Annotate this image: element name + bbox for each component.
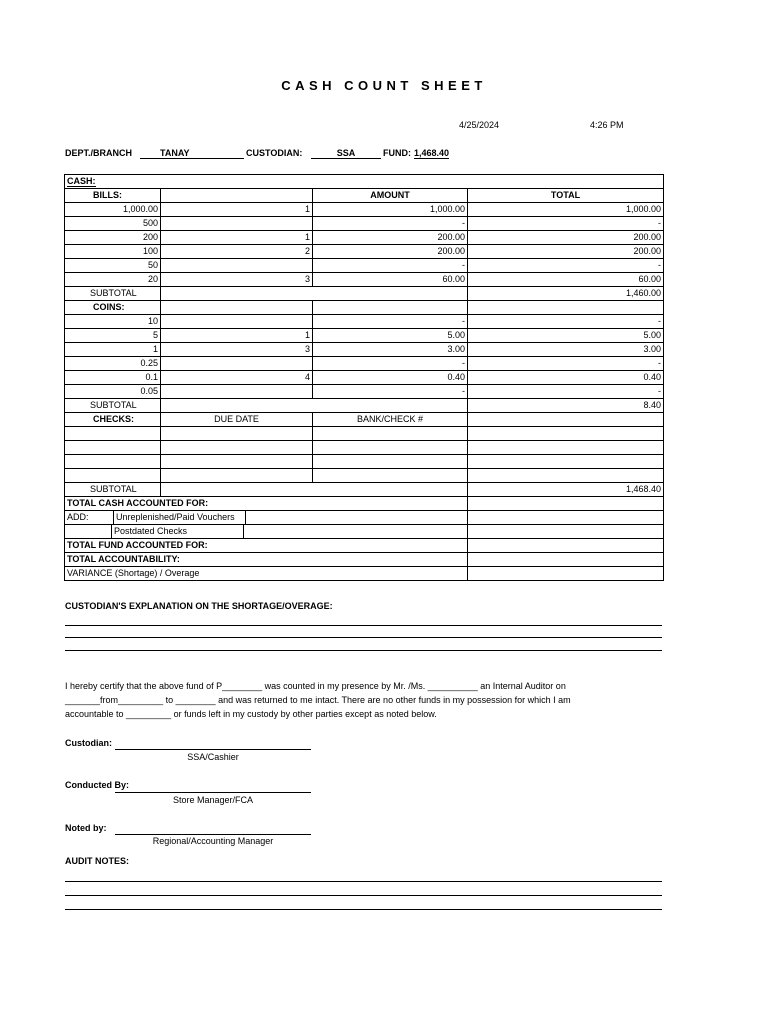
add-label: ADD:: [65, 511, 114, 524]
total-fund-label: TOTAL FUND ACCOUNTED FOR:: [65, 539, 468, 553]
table-row: [65, 469, 664, 483]
explanation-label: CUSTODIAN'S EXPLANATION ON THE SHORTAGE/OVERAGE:: [65, 601, 333, 611]
coins-subtotal-value: 8.40: [468, 399, 664, 413]
table-row: 0.05 - -: [65, 385, 664, 399]
bank-check-header: BANK/CHECK #: [313, 413, 468, 427]
checks-subtotal-label: SUBTOTAL: [65, 483, 161, 497]
page-title: CASH COUNT SHEET: [281, 78, 487, 93]
variance-note: (Shortage) / Overage: [112, 568, 200, 578]
bills-label: BILLS:: [65, 189, 161, 203]
table-row: [65, 455, 664, 469]
conducted-by-role: Store Manager/FCA: [172, 795, 254, 805]
table-row: 1,000.00 1 1,000.00 1,000.00: [65, 203, 664, 217]
custodian-signature-line: [115, 749, 311, 750]
date-text: 4/25/2024: [459, 120, 500, 130]
total-header: TOTAL: [468, 189, 664, 203]
conducted-by-label: Conducted By:: [65, 780, 129, 790]
fund-value: 1,468.40: [414, 148, 450, 158]
table-row: 500 - -: [65, 217, 664, 231]
explanation-line: [65, 637, 662, 638]
coins-label: COINS:: [65, 301, 161, 315]
table-row: 10 - -: [65, 315, 664, 329]
variance-row: [65, 567, 468, 581]
checks-subtotal-value: 1,468.40: [468, 483, 664, 497]
table-row: 100 2 200.00 200.00: [65, 245, 664, 259]
unreplenished-label: Unreplenished/Paid Vouchers: [114, 511, 246, 524]
custodian-role: SSA/Cashier: [187, 752, 239, 762]
conducted-by-line: [115, 792, 311, 793]
custodian-signature-label: Custodian:: [65, 738, 112, 748]
cash-count-table: [64, 174, 664, 581]
custodian-value: SSA: [311, 148, 381, 159]
noted-by-label: Noted by:: [65, 823, 107, 833]
table-row: [65, 427, 664, 441]
table-row: 50 - -: [65, 259, 664, 273]
custodian-label: CUSTODIAN:: [246, 148, 303, 158]
explanation-line: [65, 625, 662, 626]
total-accountability-label: TOTAL ACCOUNTABILITY:: [65, 553, 468, 567]
variance-label: VARIANCE: [67, 568, 113, 578]
checks-label: CHECKS:: [65, 413, 161, 427]
time-text: 4:26 PM: [590, 120, 624, 130]
noted-by-role: Regional/Accounting Manager: [152, 836, 274, 846]
audit-notes-line: [65, 909, 662, 910]
postdated-label: Postdated Checks: [112, 525, 244, 538]
bills-subtotal-value: 1,460.00: [468, 287, 664, 301]
table-row: 1 3 3.00 3.00: [65, 343, 664, 357]
table-row: 0.25 - -: [65, 357, 664, 371]
table-row: 200 1 200.00 200.00: [65, 231, 664, 245]
certification-line-2: _______from_________ to ________ and was returned to me intact. There are no other funds in my possession for which I am: [65, 695, 571, 705]
table-row: 5 1 5.00 5.00: [65, 329, 664, 343]
audit-notes-label: AUDIT NOTES:: [65, 856, 129, 866]
certification-line-1: I hereby certify that the above fund of P________ was counted in my presence by Mr. /Ms. __________ an Internal Auditor on: [65, 681, 566, 691]
audit-notes-line: [65, 895, 662, 896]
due-date-header: DUE DATE: [161, 413, 313, 427]
fund-label: FUND:: [383, 148, 411, 158]
noted-by-line: [115, 834, 311, 835]
cash-label: CASH:: [65, 175, 664, 189]
coins-subtotal-label: SUBTOTAL: [65, 399, 161, 413]
table-row: 20 3 60.00 60.00: [65, 273, 664, 287]
audit-notes-line: [65, 881, 662, 882]
postdated-row: [65, 525, 468, 539]
total-cash-label: TOTAL CASH ACCOUNTED FOR:: [65, 497, 468, 511]
certification-line-3: accountable to _________ or funds left in my custody by other parties except as noted below.: [65, 709, 437, 719]
dept-value: TANAY: [140, 148, 244, 159]
explanation-line: [65, 650, 662, 651]
amount-header: AMOUNT: [313, 189, 468, 203]
table-row: 0.1 4 0.40 0.40: [65, 371, 664, 385]
add-vouchers-row: [65, 511, 468, 525]
bills-subtotal-label: SUBTOTAL: [65, 287, 161, 301]
dept-label: DEPT./BRANCH: [65, 148, 133, 158]
table-row: [65, 441, 664, 455]
